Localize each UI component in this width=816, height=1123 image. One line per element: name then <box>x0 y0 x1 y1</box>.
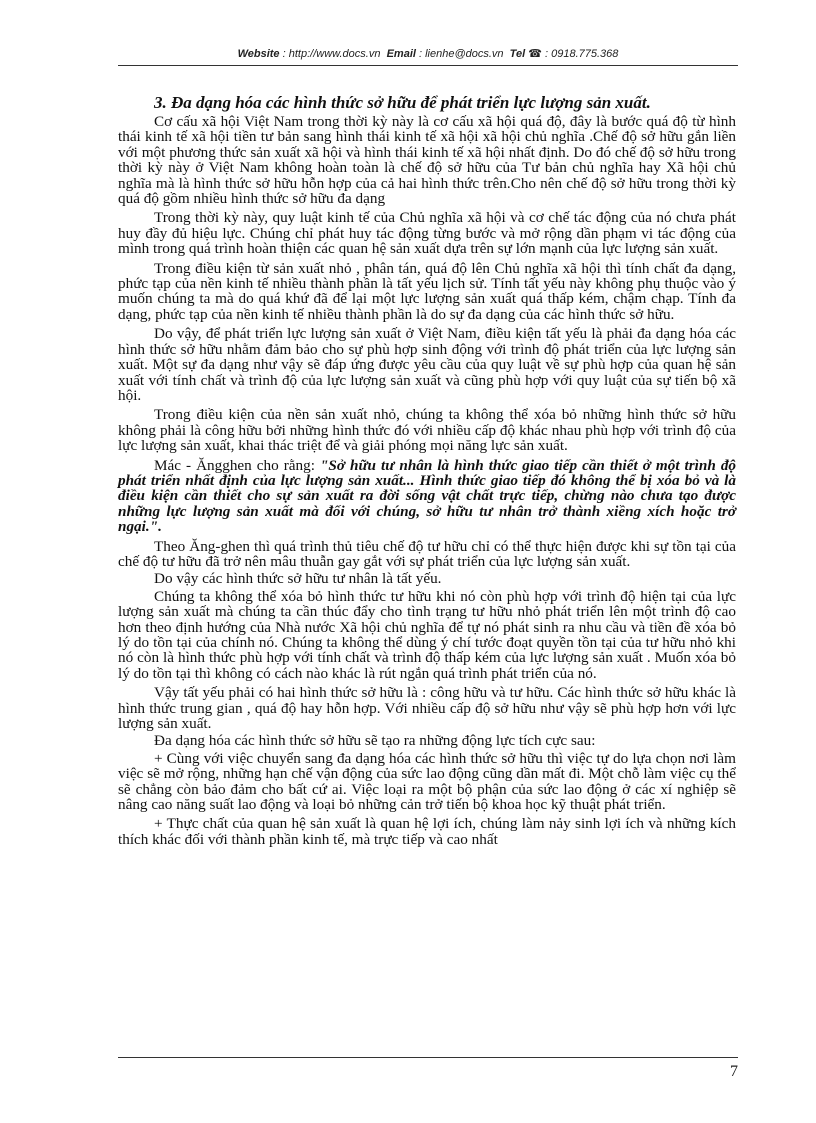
website-label: Website <box>237 48 280 60</box>
paragraph-9: Vậy tất yếu phải có hai hình thức sở hữu là : công hữu và tư hữu. Các hình thức sở hữu khác là hình thức trung gian , quá độ hay hỗn hợp. Với nhiều cấp độ sở hữu như vậy sẽ phù hợp hơn với lực lượng sản xuất. <box>118 684 736 733</box>
paragraph-1: Cơ cấu xã hội Việt Nam trong thời kỳ này là cơ cấu xã hội quá độ, đây là bước quá độ từ hình thái kinh tế xã hội tiền tư bản sang hình thái kinh tế xã hội xã hội chủ nghĩa .Chế độ sở hữu gắn liền với một phương thức sản xuất xã hội và hình thái kinh tế xã hội nhất định. Do đó chế độ sở hữu trong thời kỳ này ở Việt Nam không hoàn toàn là chế độ sở hữu của Tư bản chủ nghĩa hay Xã hội chủ nghĩa mà là hình thức sở hữu hỗn hợp của cả hai hình thức trên.Cho nên chế độ sở hữu trong thời kỳ quá độ gồm nhiều hình thức sở hữu đa dạng <box>118 113 736 208</box>
paragraph-6: Theo Ăng-ghen thì quá trình thủ tiêu chế độ tư hữu chỉ có thể thực hiện được khi sự tồn tại của chế độ tư hữu đã trở nên mâu thuẫn gay gắt với sự phát triển của lực lượng sản xuất. <box>118 537 736 570</box>
paragraph-12: + Thực chất của quan hệ sản xuất là quan hệ lợi ích, chúng làm nảy sinh lợi ích và những kích thích khác đối với thành phần kinh tế, mà trực tiếp và cao nhất <box>118 815 736 848</box>
quote-lead: Mác - Ăngghen cho rằng: <box>154 456 320 474</box>
quote-paragraph <box>118 458 736 535</box>
quote-text: "Sở hữu tư nhân là hình thức giao tiếp cần thiết ở một trình độ phát triển nhất định của lực lượng sản xuất... Hình thức giao tiếp đó không thể bị xóa bỏ và là điều kiện cần thiết cho sự sản xuất ra đời sống vật chất trực tiếp, chừng nào chưa tạo được những lực lượng sản xuất mà đối với chúng, sở hữu tư nhân trở thành xiềng xích hoặc trở ngại.". <box>118 456 737 536</box>
paragraph-11: + Cùng với việc chuyển sang đa dạng hóa các hình thức sở hữu thì việc tự do lựa chọn nơi làm việc sẽ mở rộng, những hạn chế vận động của sức lao động cũng dần mất đi. Một chỗ làm việc cụ thể sẽ chẳng còn bảo đảm cho bất cứ ai. Việc loại ra một bộ phận của sức lao động ở các xí nghiệp sẽ nâng cao năng suất lao động và loại bỏ những cản trở tiến bộ khoa học kỹ thuật phát triển. <box>118 749 736 814</box>
paragraph-10: Đa dạng hóa các hình thức sở hữu sẽ tạo ra những động lực tích cực sau: <box>154 732 596 750</box>
paragraph-2: Trong thời kỳ này, quy luật kinh tế của Chủ nghĩa xã hội và cơ chế tác động của nó chưa phát huy đầy đủ hiệu lực. Chúng chỉ phát huy tác động từng bước và mở rộng dần phạm vi tác động của mình trong quá trình hoàn thiện các quan hệ sản xuất dựa trên sự lớn mạnh của lực lượng sản xuất. <box>118 209 736 258</box>
email-value: : lienhe@docs.vn <box>419 48 504 60</box>
tel-label: Tel <box>509 48 526 60</box>
paragraph-4: Do vậy, để phát triển lực lượng sản xuất ở Việt Nam, điều kiện tất yếu là phải đa dạng hóa các hình thức sở hữu nhằm đảm bảo cho sự phù hợp sinh động với trình độ phát triển của lực lượng sản xuất. Một sự đa dạng như vậy sẽ đáp ứng được yêu cầu của quy luật về sự phù hợp của quan hệ sản xuất với tính chất và trình độ của lực lượng sản xuất và cũng phù hợp với quy luật của sự tiến bộ xã hội. <box>118 325 736 404</box>
section-title: 3. Đa dạng hóa các hình thức sở hữu để phát triển lực lượng sản xuất. <box>154 93 651 112</box>
email-label: Email <box>386 48 416 60</box>
phone-icon: ☎ <box>528 48 542 60</box>
paragraph-8: Chúng ta không thể xóa bỏ hình thức tư hữu khi nó còn phù hợp với trình độ hiện tại của lực lượng sản xuất mà chúng ta cần thúc đẩy cho tình trạng tư hữu nhỏ phát triển lên một trình độ cao hơn theo định hướng của Nhà nước Xã hội chủ nghĩa để tự nó phát sinh ra nhu cầu và tiền đề xóa bỏ lý do tồn tại của chính nó. Chúng ta không thể dùng ý chí tước đoạt quyền tồn tại của tư hữu nhỏ khi nó còn là hình thức phù hợp với tính chất và trình độ thấp kém của lực lượng sản xuất . Muốn xóa bỏ lý do tồn tại thì không có cách nào khác là rút ngắn quá trình phát triển của nó. <box>118 587 736 682</box>
website-value: : http://www.docs.vn <box>282 48 381 60</box>
paragraph-7: Do vậy các hình thức sở hữu tư nhân là tất yếu. <box>154 570 442 588</box>
page-header <box>118 46 738 62</box>
footer-divider <box>118 1057 738 1058</box>
document-body <box>118 94 736 851</box>
tel-value: : 0918.775.368 <box>545 48 619 60</box>
paragraph-5: Trong điều kiện của nền sản xuất nhỏ, chúng ta không thể xóa bỏ những hình thức sở hữu không phải là công hữu bởi những hình thức đó với nhiều cấp độ khác nhau phù hợp với trình độ của lực lượng sản xuất, khai thác triệt để và giải phóng mọi năng lực sản xuất. <box>118 406 736 455</box>
page-number: 7 <box>730 1063 738 1080</box>
header-divider <box>118 65 738 66</box>
paragraph-3: Trong điều kiện từ sản xuất nhỏ , phân tán, quá độ lên Chủ nghĩa xã hội thì tính chất đa dạng, phức tạp của nền kinh tế nhiều thành phần là tất yếu lịch sử. Tính tất yếu này không phụ thuộc vào ý muốn chúng ta mà do quá khứ đã để lại một lực lượng sản xuất quá thấp kém, chậm chạp. Tính đa dạng, phức tạp của nền kinh tế nhiều thành phần là do sự đa dạng của các hình thức sở hữu. <box>118 259 736 323</box>
